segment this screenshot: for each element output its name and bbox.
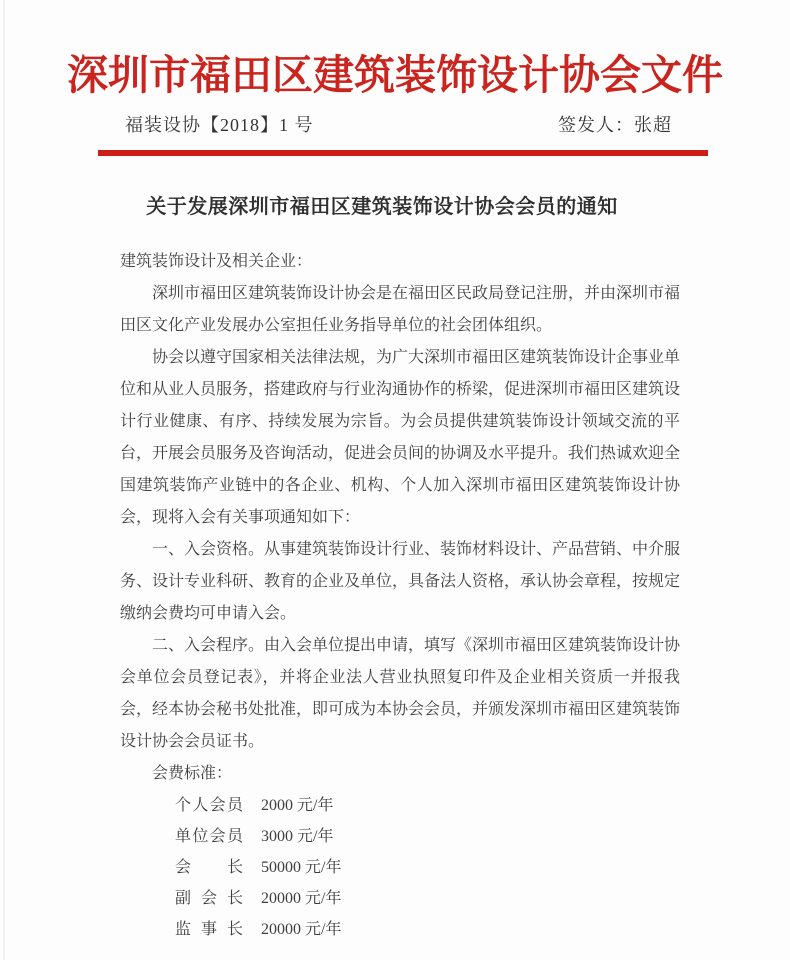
fee-value: 3000 元/年	[261, 828, 334, 845]
fee-row-individual-member	[175, 790, 680, 821]
red-divider-rule	[98, 150, 708, 156]
fee-label: 监事长	[175, 921, 243, 938]
letterhead-title: 深圳市福田区建筑装饰设计协会文件	[67, 52, 723, 98]
salutation: 建筑装饰设计及相关企业：	[120, 253, 313, 270]
fee-label: 个人会员	[175, 797, 243, 814]
fee-value: 50000 元/年	[261, 859, 342, 876]
scan-edge-line	[3, 0, 5, 960]
paragraph-intro: 深圳市福田区建筑装饰设计协会是在福田区民政局登记注册，并由深圳市福田区文化产业发展办公室担任业务指导单位的社会团体组织。	[120, 285, 681, 334]
fee-label: 会长	[175, 859, 243, 876]
fee-value: 20000 元/年	[261, 890, 342, 907]
fee-row-supervisor	[175, 914, 680, 945]
document-body	[120, 246, 680, 945]
document-meta-row	[125, 111, 672, 137]
document-number: 福装设协【2018】1 号	[125, 115, 314, 135]
fee-label: 单位会员	[175, 828, 243, 845]
subject-title: 关于发展深圳市福田区建筑装饰设计协会会员的通知	[146, 196, 618, 218]
paragraph-purpose: 协会以遵守国家相关法律法规，为广大深圳市福田区建筑装饰设计企事业单位和从业人员服务，搭建政府与行业沟通协作的桥梁，促进深圳市福田区建筑设计行业健康、有序、持续发展为宗旨。为会员提供建筑装饰设计领域交流的平台，开展会员服务及咨询活动，促进会员间的协调及水平提升。我们热诚欢迎全国建筑装饰产业链中的各企业、机构、个人加入深圳市福田区建筑装饰设计协会，现将入会有关事项通知如下：	[120, 349, 681, 526]
fee-list	[175, 790, 680, 945]
fee-row-president	[175, 852, 680, 883]
fee-value: 2000 元/年	[261, 797, 334, 814]
paragraph-membership-procedure: 二、入会程序。由入会单位提出申请，填写《深圳市福田区建筑装饰设计协会单位会员登记表》，并将企业法人营业执照复印件及企业相关资质一并报我会，经本协会秘书处批准，即可成为本协会会员，并颁发深圳市福田区建筑装饰设计协会会员证书。	[120, 637, 681, 750]
fee-row-vice-president	[175, 883, 680, 914]
fee-label: 副会长	[175, 890, 243, 907]
issuer-name: 签发人：张超	[558, 115, 672, 135]
fee-value: 20000 元/年	[261, 921, 342, 938]
fee-standard-heading: 会费标准：	[152, 765, 233, 782]
fee-row-unit-member	[175, 821, 680, 852]
paragraph-membership-qualification: 一、入会资格。从事建筑装饰设计行业、装饰材料设计、产品营销、中介服务、设计专业科研、教育的企业及单位，具备法人资格，承认协会章程，按规定缴纳会费均可申请入会。	[120, 541, 681, 622]
